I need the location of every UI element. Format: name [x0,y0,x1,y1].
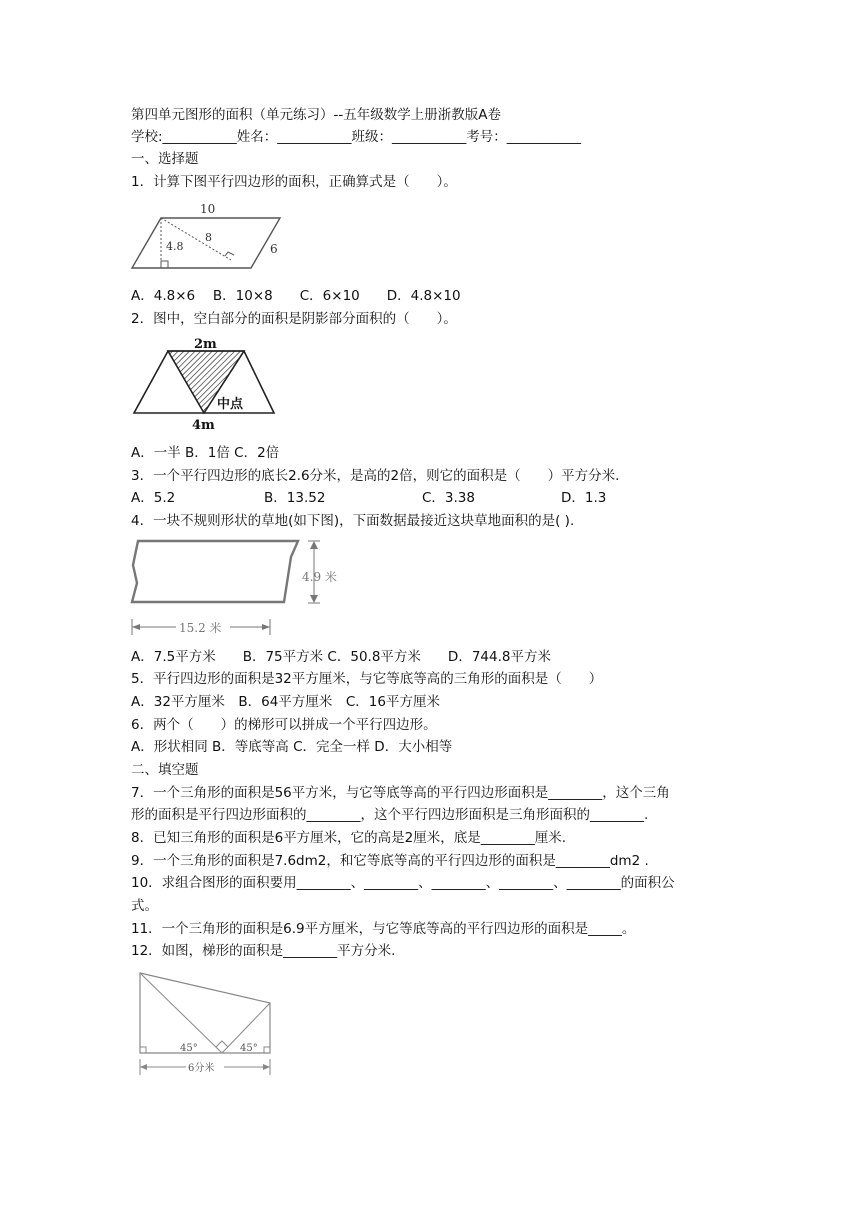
q7-line1: 7．一个三角形的面积是56平方米，与它等底等高的平行四边形面积是________，这个三角 [131,785,670,801]
q12-label-angle-left: 45° [180,1043,198,1054]
student-info-line: 学校:___________姓名：___________班级：___________考号：___________ [131,129,582,145]
section-heading-fill: 二、填空题 [131,762,199,778]
q12-label-base: 6分米 [188,1063,215,1074]
q6-options: A．形状相同 B．等底等高 C．完全一样 D．大小相等 [131,739,453,755]
q3-stem: 3．一个平行四边形的底长2.6分米，是高的2倍，则它的面积是（ ）平方分米. [131,468,620,484]
section-heading-choice: 一、选择题 [131,151,199,167]
q3-option-b: B．13.52 [264,490,326,506]
q1-right-angle-bottom [161,261,168,268]
q12-trapezoid [140,973,270,1053]
q4-label-height: 4.9 米 [302,570,337,584]
q2-label-top: 2m [194,337,217,352]
q3-option-a: A．5.2 [131,490,176,506]
q4-field-figure [126,535,356,640]
q3-option-c: C．3.38 [422,490,475,506]
q1-label-top: 10 [200,202,216,216]
q4-label-width: 15.2 米 [179,621,222,635]
q10-line1: 10．求组合图形的面积要用________、________、________、________、________的面积公 [131,875,675,891]
q5-options: A．32平方厘米 B．64平方厘米 C．16平方厘米 [131,694,440,710]
q1-label-side: 6 [270,242,278,256]
q10-line2: 式。 [131,898,158,914]
q4-stem: 4．一块不规则形状的草地(如下图)，下面数据最接近这块草地面积的是( ). [131,513,575,529]
q2-stem: 2．图中，空白部分的面积是阴影部分面积的（ ）。 [131,311,457,327]
q3-option-d: D．1.3 [561,490,607,506]
q12-label-angle-right: 45° [240,1043,258,1054]
q5-stem: 5．平行四边形的面积是32平方厘米，与它等底等高的三角形的面积是（ ） [131,671,603,687]
q12-line-left [140,973,222,1053]
q12-trapezoid-figure [128,965,278,1080]
q1-diagonal-dash [161,218,231,260]
q12-stem: 12．如图，梯形的面积是________平方分米. [131,943,396,959]
doc-title: 第四单元图形的面积（单元练习）--五年级数学上册浙教版A卷 [131,107,501,123]
q8: 8．已知三角形的面积是6平方厘米，它的高是2厘米，底是________厘米. [131,830,567,846]
q2-label-mid: 中点 [217,397,244,412]
q1-right-angle-side [225,252,234,256]
q1-stem: 1．计算下图平行四边形的面积，正确算式是（ ）。 [131,174,457,190]
q4-field-shape [132,541,298,602]
q11: 11．一个三角形的面积是6.9平方厘米，与它等底等高的平行四边形的面积是_____。 [131,921,636,937]
q1-options: A．4.8×6 B．10×8 C．6×10 D．4.8×10 [131,288,461,304]
q6-stem: 6．两个（ ）的梯形可以拼成一个平行四边形。 [131,717,437,733]
q4-options: A．7.5平方米 B．75平方米 C．50.8平方米 D．744.8平方米 [131,649,551,665]
q1-label-diag: 8 [205,231,212,244]
q1-label-height: 4.8 [166,240,184,253]
q2-trapezoid-figure [128,333,288,433]
q1-parallelogram-figure [128,198,288,278]
q2-options: A．一半 B．1倍 C．2倍 [131,445,280,461]
q7-line2: 形的面积是平行四边形面积的________，这个平行四边形面积是三角形面积的________. [131,807,649,823]
q9: 9．一个三角形的面积是7.6dm2，和它等底等高的平行四边形的面积是________dm2 . [131,853,649,869]
q2-label-bottom: 4m [192,418,215,433]
